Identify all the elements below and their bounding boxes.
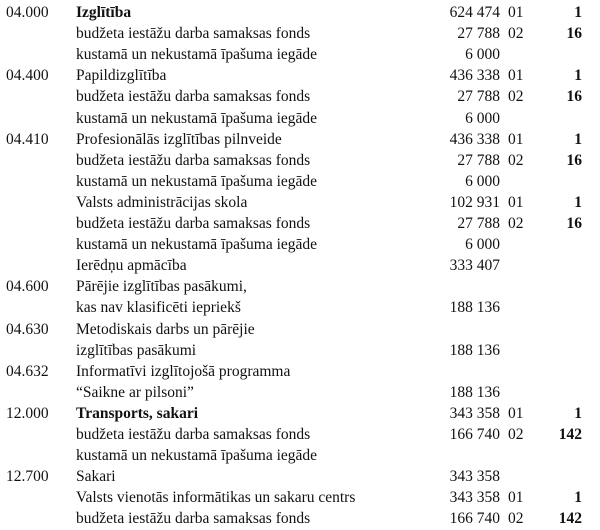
table-row [0,23,600,45]
row-description: Izglītība [76,4,132,21]
table-row [0,361,600,383]
row-column-number: 16 [566,151,582,169]
table-row [0,319,600,341]
row-description: kustamā un nekustamā īpašuma iegāde [76,46,318,64]
row-column-number: 142 [558,510,582,528]
row-description: budžeta iestāžu darba samaksas fonds [76,151,311,169]
table-row [0,276,600,298]
row-amount: 166 740 [449,426,500,443]
row-amount: 27 788 [457,88,500,106]
row-amount: 6 000 [465,109,500,127]
table-row [0,44,600,66]
row-description: Sakari [76,468,116,486]
row-column-number: 16 [566,88,582,106]
row-amount: 188 136 [449,299,500,317]
table-row [0,382,600,404]
row-code: 12.000 [6,404,49,422]
row-description: budžeta iestāžu darba samaksas fonds [76,426,311,443]
row-column-code: 02 [508,151,524,169]
row-description: “Saikne ar pilsoni” [76,383,194,401]
row-amount: 436 338 [449,67,500,85]
row-column-code: 02 [508,426,524,443]
row-column-number: 1 [574,4,582,21]
row-column-code: 01 [508,67,524,85]
row-column-number: 142 [558,426,582,443]
table-row [0,65,600,87]
row-amount: 343 358 [449,489,500,507]
row-amount: 6 000 [465,172,500,190]
row-amount: 624 474 [449,4,500,21]
row-amount: 102 931 [449,193,500,211]
row-amount: 6 000 [465,236,500,254]
row-amount: 343 358 [449,468,500,486]
table-row [0,487,600,509]
table-row [0,255,600,277]
table-row [0,445,600,467]
row-description: budžeta iestāžu darba samaksas fonds [76,215,311,232]
row-amount: 166 740 [449,510,500,528]
row-amount: 6 000 [465,46,500,64]
row-description: Metodiskais darbs un pārējie [76,320,255,338]
row-description: Transports, sakari [76,404,199,422]
table-row [0,297,600,319]
table-row [0,108,600,130]
row-column-number: 16 [566,215,582,232]
row-column-code: 01 [508,489,524,507]
row-description: kustamā un nekustamā īpašuma iegāde [76,172,318,190]
row-description: Pārējie izglītības pasākumi, [76,278,247,296]
row-amount: 333 407 [449,257,500,275]
row-code: 04.410 [6,130,49,148]
table-row [0,466,600,488]
table-row [0,129,600,151]
row-description: Valsts administrācijas skola [76,193,248,211]
row-code: 04.000 [6,4,49,21]
row-description: budžeta iestāžu darba samaksas fonds [76,510,311,528]
row-description: Informatīvi izglītojošā programma [76,362,291,380]
row-code: 04.632 [6,362,49,380]
row-amount: 27 788 [457,151,500,169]
row-amount: 188 136 [449,341,500,359]
row-description: Profesionālās izglītības pilnveide [76,130,282,148]
row-description: kustamā un nekustamā īpašuma iegāde [76,236,318,254]
table-row [0,86,600,108]
row-column-code: 02 [508,88,524,106]
row-code: 04.630 [6,320,49,338]
row-column-number: 1 [574,404,582,422]
row-column-code: 01 [508,404,524,422]
row-column-number: 1 [574,130,582,148]
row-description: izglītības pasākumi [76,341,197,359]
row-description: Valsts vienotās informātikas un sakaru centrs [76,489,356,507]
table-row [0,424,600,446]
row-column-code: 01 [508,193,524,211]
row-column-number: 1 [574,489,582,507]
row-code: 04.600 [6,278,49,296]
row-column-number: 1 [574,193,582,211]
table-row [0,403,600,425]
row-column-code: 01 [508,4,524,21]
row-amount: 188 136 [449,383,500,401]
row-column-code: 02 [508,215,524,232]
row-column-number: 1 [574,67,582,85]
table-row [0,192,600,214]
row-amount: 436 338 [449,130,500,148]
table-row [0,150,600,172]
row-description: kustamā un nekustamā īpašuma iegāde [76,447,318,465]
row-column-code: 02 [508,510,524,528]
row-description: budžeta iestāžu darba samaksas fonds [76,25,311,43]
row-amount: 27 788 [457,25,500,43]
row-description: kustamā un nekustamā īpašuma iegāde [76,109,318,127]
row-column-code: 01 [508,130,524,148]
row-description: Papildizglītība [76,67,167,85]
row-column-number: 16 [566,25,582,43]
table-row [0,234,600,256]
row-description: kas nav klasificēti iepriekš [76,299,241,317]
row-amount: 343 358 [449,404,500,422]
row-description: Ierēdņu apmācība [76,257,187,275]
table-row [0,171,600,193]
row-description: budžeta iestāžu darba samaksas fonds [76,88,311,106]
table-row [0,213,600,235]
row-code: 12.700 [6,468,49,486]
row-amount: 27 788 [457,215,500,232]
row-code: 04.400 [6,67,49,85]
table-row [0,2,600,24]
row-column-code: 02 [508,25,524,43]
table-row [0,340,600,362]
